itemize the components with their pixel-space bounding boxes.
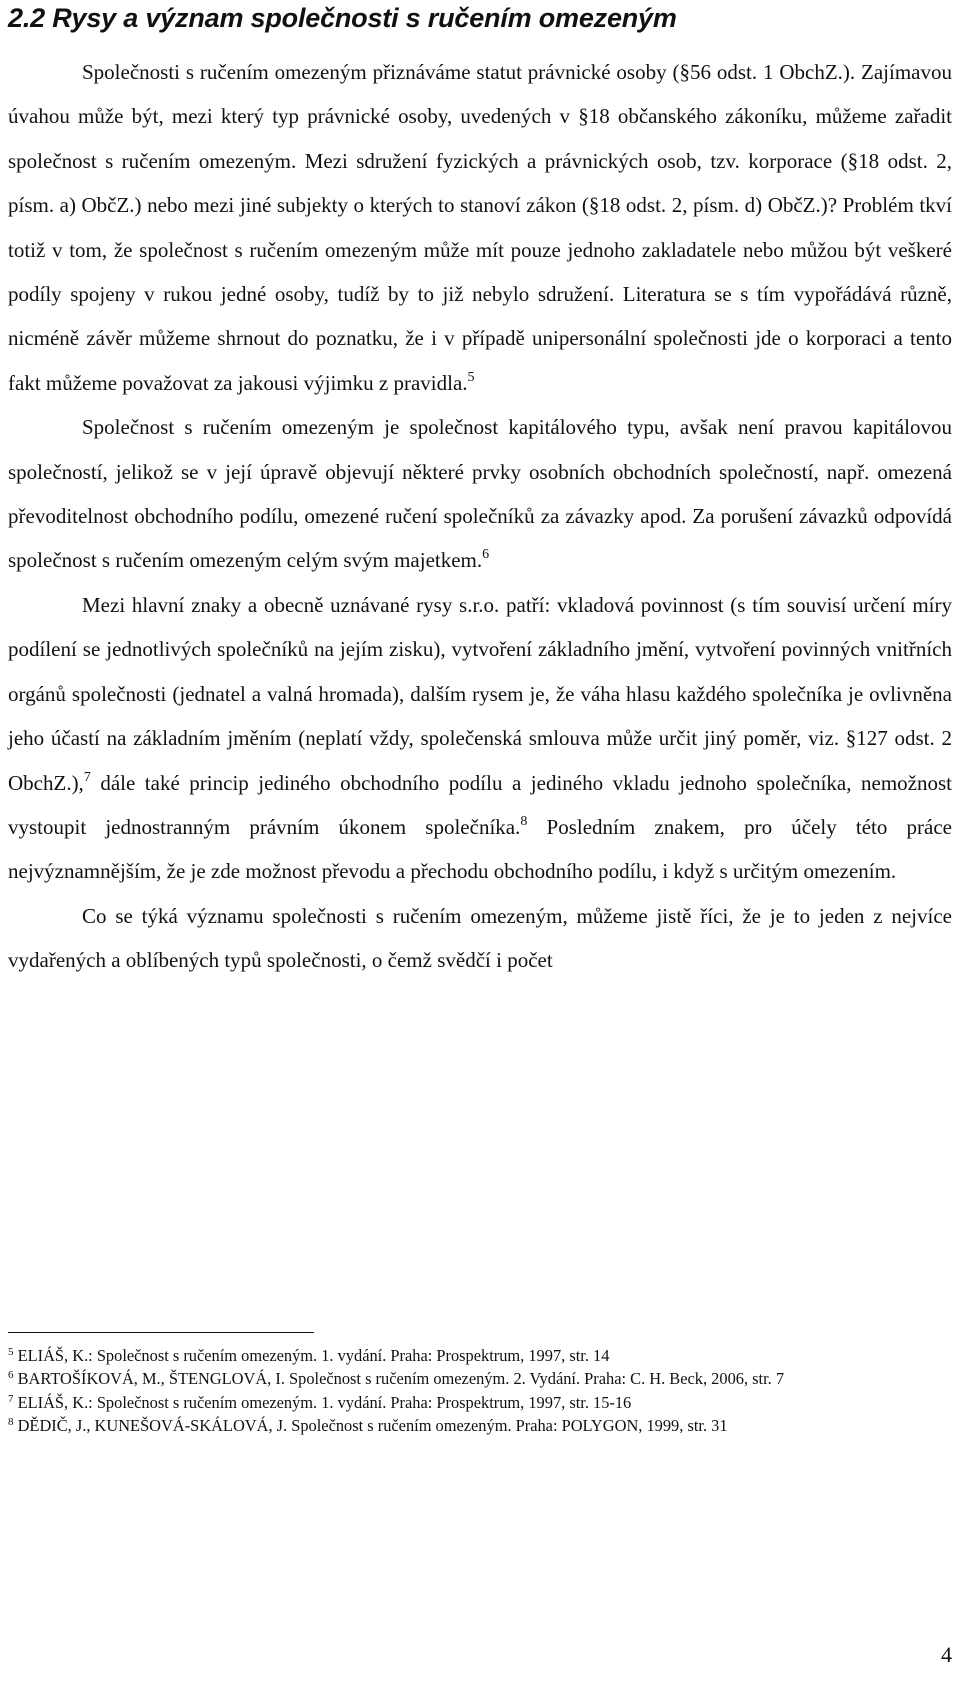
section-heading: 2.2 Rysy a význam společnosti s ručením omezeným (8, 3, 677, 33)
paragraph-text: Společnost s ručením omezeným je společnost kapitálového typu, avšak není pravou kapitálovou společností, jelikož se v její úpravě objevují některé prvky osobních obchodních společností, např. omezená převoditelnost obchodního podílu, omezené ručení společníků za závazky apod. Za porušení závazků odpovídá společnost s ručením omezeným celým svým majetkem. (8, 415, 952, 573)
paragraph-text: dále také princip jediného obchodního podílu a jediného vkladu jednoho společníka, nemožnost vystoupit jednostranným právním úkonem společníka. (8, 770, 952, 839)
paragraph-text: Posledním znakem, pro účely této práce nejvýznamnějším, že je zde možnost převodu a přechodu obchodního podílu, i když s určitým omezením. (8, 814, 952, 884)
footnote-number: 6 (8, 1369, 14, 1382)
footnote-item (8, 1391, 952, 1414)
footnote-number: 5 (8, 1346, 14, 1358)
body-text (8, 50, 952, 983)
paragraph-3 (8, 583, 952, 894)
footnote-number: 7 (8, 1392, 14, 1405)
footnote-ref[interactable]: 8 (520, 813, 528, 829)
paragraph-text: Mezi hlavní znaky a obecně uznávané rysy s.r.o. patří: vkladová povinnost (s tím souvisí určení míry podílení se jednotlivých společníků na jejím zisku), vytvoření základního jmění, vytvoření povinných vnitřních orgánů společnosti (jednatel a valná hromada), dalším rysem je, že váha hlasu každého společníka je ovlivněna jeho účastí na základním jměním (neplatí vždy, společenská smlouva může určit jiný poměr, viz. §127 odst. 2 ObchZ.), (8, 592, 952, 795)
footnote-ref[interactable]: 7 (83, 769, 91, 785)
footnote-text: BARTOŠÍKOVÁ, M., ŠTENGLOVÁ, I. Společnost s ručením omezeným. 2. Vydání. Praha: C. H. Beck, 2006, str. 7 (13, 1369, 785, 1389)
page-number: 4 (941, 1642, 952, 1667)
footnote-ref[interactable]: 6 (482, 547, 490, 563)
footnote-item (8, 1344, 952, 1367)
footnote-text: ELIÁŠ, K.: Společnost s ručením omezeným. 1. vydání. Praha: Prospektrum, 1997, str. 15-16 (13, 1392, 632, 1412)
footnote-text: DĚDIČ, J., KUNEŠOVÁ-SKÁLOVÁ, J. Společnost s ručením omezeným. Praha: POLYGON, 1999, str. 31 (13, 1416, 728, 1436)
paragraph-2 (8, 405, 952, 583)
paragraph-text: Společnosti s ručením omezeným přiznáváme statut právnické osoby (§56 odst. 1 ObchZ.). Zajímavou úvahou může být, mezi který typ právnické osoby, uvedených v §18 občanského zákoníku, můžeme zařadit společnost s ručením omezeným. Mezi sdružení fyzických a právnických osob, tzv. korporace (§18 odst. 2, písm. a) ObčZ.) nebo mezi jiné subjekty o kterých to stanoví zákon (§18 odst. 2, písm. d) ObčZ.)? Problém tkví totiž v tom, že společnost s ručením omezeným může mít pouze jednoho zakladatele nebo můžou být veškeré podíly spojeny v rukou jedné osoby, tudíž by to již nebylo sdružení. Literatura se s tím vypořádává různě, nicméně závěr můžeme shrnout do poznatku, že i v případě unipersonální společnosti jde o korporaci a tento fakt můžeme považovat za jakousi výjimku z pravidla. (8, 60, 952, 395)
paragraph-4 (8, 894, 952, 983)
footnotes (8, 1344, 952, 1438)
paragraph-text: Co se týká významu společnosti s ručením omezeným, můžeme jistě říci, že je to jeden z nejvíce vydařených a oblíbených typů společnosti, o čemž svědčí i počet (8, 903, 952, 973)
footnote-text: ELIÁŠ, K.: Společnost s ručením omezeným. 1. vydání. Praha: Prospektrum, 1997, str. 14 (13, 1346, 610, 1365)
footnote-item (8, 1414, 952, 1437)
footnote-item (8, 1367, 952, 1390)
footnote-number: 8 (8, 1416, 14, 1429)
document-page (8, 0, 952, 1693)
paragraph-1 (8, 50, 952, 405)
footnote-separator (8, 1332, 314, 1333)
footnote-ref[interactable]: 5 (467, 369, 475, 385)
